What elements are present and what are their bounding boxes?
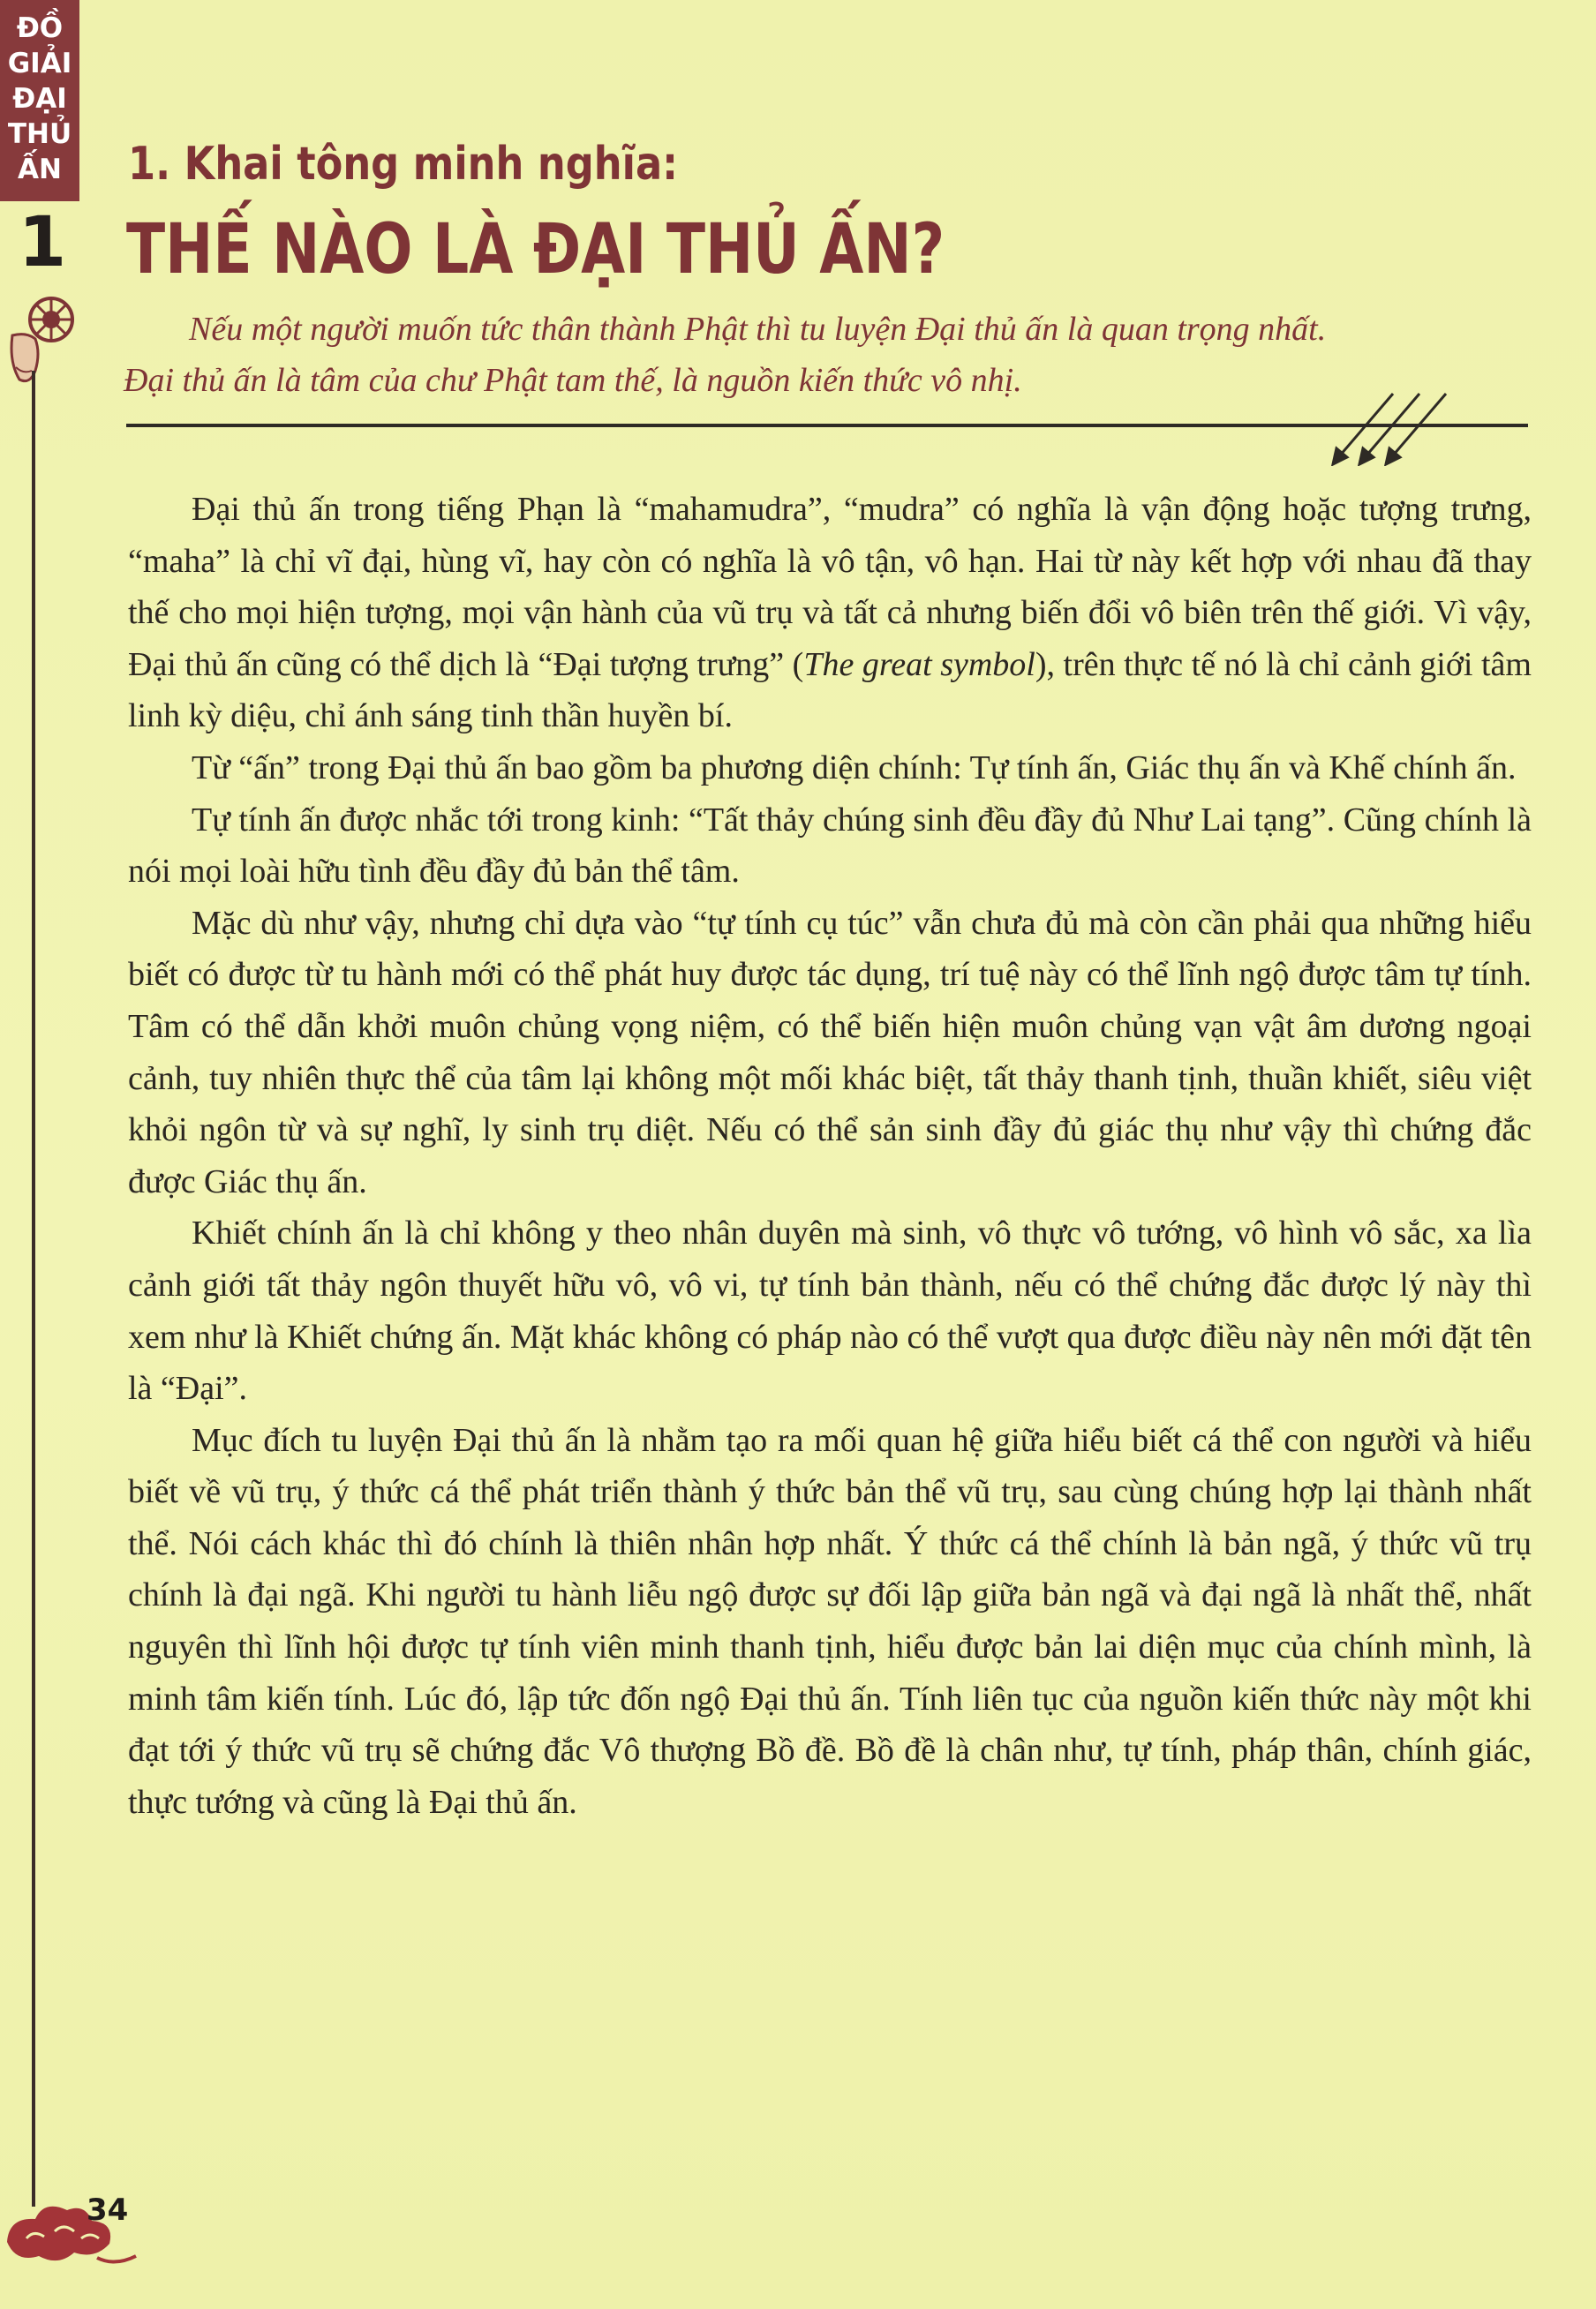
horizontal-divider (126, 424, 1528, 427)
chapter-number: 1 (18, 203, 67, 282)
epigraph (124, 304, 1527, 406)
body-text (128, 484, 1532, 1828)
ribbon-line: ĐẠI (12, 83, 67, 115)
ribbon-line: ĐỒ (16, 12, 64, 44)
epigraph-line: Đại thủ ấn là tâm của chư Phật tam thế, là nguồn kiến thức vô nhị. (124, 362, 1022, 399)
hand-mudra-icon (0, 282, 88, 388)
paragraph (128, 484, 1532, 742)
paragraph-text: ), trên thực tế nó là chỉ cảnh giới tâm linh kỳ diệu, chỉ ánh sáng tinh thần huyền bí. (128, 645, 1532, 735)
epigraph-line: Nếu một người muốn tức thân thành Phật thì tu luyện Đại thủ ấn là quan trọng nhất. (189, 311, 1327, 348)
page-number: 34 (87, 2192, 129, 2228)
italic-phrase: The great symbol (803, 645, 1035, 683)
paragraph: Khiết chính ấn là chỉ không y theo nhân duyên mà sinh, vô thực vô tướng, vô hình vô sắc, xa lìa cảnh giới tất thảy ngôn thuyết hữu vô, vô vi, tự tính bản thành, nếu có thể chứng đắc được lý này thì xem như là Khiết chứng ấn. Mặt khác không có pháp nào có thể vượt qua được điều này nên mới đặt tên là “Đại”. (128, 1215, 1532, 1408)
paragraph: Từ “ấn” trong Đại thủ ấn bao gồm ba phương diện chính: Tự tính ấn, Giác thụ ấn và Khế chính ấn. (192, 748, 1517, 786)
chapter-ribbon (0, 0, 79, 201)
ribbon-line: ẤN (18, 154, 62, 185)
paragraph: Mặc dù như vậy, nhưng chỉ dựa vào “tự tính cụ túc” vẫn chưa đủ mà còn cần phải qua những hiểu biết có được từ tu hành mới có thể phát huy được tác dụng, trí tuệ này có thể lĩnh ngộ được tâm tự tính. Tâm có thể dẫn khởi muôn chủng vọng niệm, có thể biến hiện muôn chủng vạn vật âm dương ngoại cảnh, tuy nhiên thực thể của tâm lại không một mối khác biệt, tất thảy thanh tịnh, thuần khiết, siêu việt khỏi ngôn từ và sự nghĩ, ly sinh trụ diệt. Nếu có thể sản sinh đầy đủ giác thụ như vậy thì chứng đắc được Giác thụ ấn. (128, 904, 1532, 1200)
ribbon-line: THỦ (7, 118, 72, 150)
paragraph: Mục đích tu luyện Đại thủ ấn là nhằm tạo ra mối quan hệ giữa hiểu biết cá thể con người và hiểu biết về vũ trụ, ý thức cá thể phát triển thành ý thức bản thể vũ trụ, sau cùng chúng hợp lại thành nhất thể. Nói cách khác thì đó chính là thiên nhân hợp nhất. Ý thức cá thể chính là bản ngã, ý thức vũ trụ chính là đại ngã. Khi người tu hành liễu ngộ được sự đối lập giữa bản ngã và đại ngã là nhất thể, nhất nguyên thì lĩnh hội được tự tính viên minh thanh tịnh, hiểu được bản lai diện mục của chính mình, là minh tâm kiến tính. Lúc đó, lập tức đốn ngộ Đại thủ ấn. Tính liên tục của nguồn kiến thức này một khi đạt tới ý thức vũ trụ sẽ chứng đắc Vô thượng Bồ đề. Bồ đề là chân như, tự tính, pháp thân, chính giác, thực tướng và cũng là Đại thủ ấn. (128, 1421, 1532, 1821)
paragraph-text: Đại thủ ấn trong tiếng Phạn là “mahamudra”, “mudra” có nghĩa là vận động hoặc tượng trưng, “maha” là chỉ vĩ đại, hùng vĩ, hay còn có nghĩa là vô tận, vô hạn. Hai từ này kết hợp với nhau đã thay thế cho mọi hiện tượng, mọi vận hành của vũ trụ và tất cả nhưng biến đổi vô biên trên thế giới. Vì vậy, Đại thủ ấn cũng có thể dịch là “Đại tượng trưng” ( (128, 491, 1532, 683)
side-vertical-rule (32, 371, 35, 2207)
arrow-cluster-icon (1324, 387, 1474, 466)
ribbon-line: GIẢI (7, 48, 72, 79)
page-title: THẾ NÀO LÀ ĐẠI THỦ ẤN? (126, 210, 945, 290)
paragraph: Tự tính ấn được nhắc tới trong kinh: “Tất thảy chúng sinh đều đầy đủ Như Lai tạng”. Cũng chính là nói mọi loài hữu tình đều đầy đủ bản thể tâm. (128, 801, 1532, 891)
section-subtitle: 1. Khai tông minh nghĩa: (128, 138, 679, 191)
